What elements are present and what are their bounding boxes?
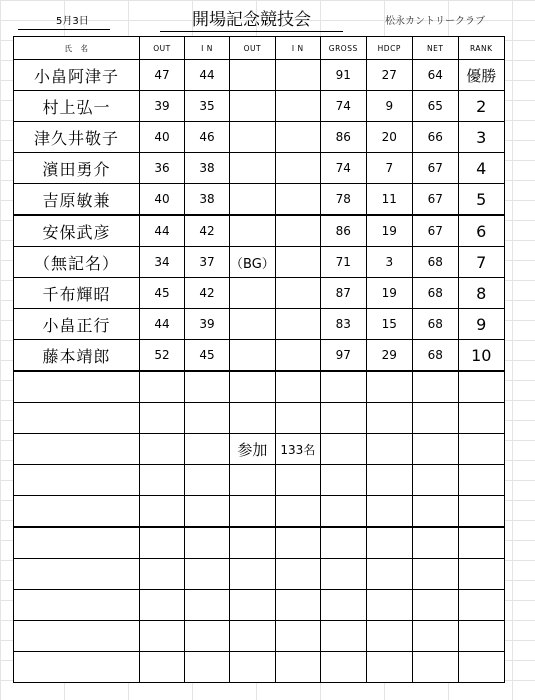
score-in-2 [275,60,320,91]
results-table [13,36,505,683]
player-name: （無記名） [14,247,140,278]
score-gross: 91 [320,60,366,91]
event-date: 5月3日 [18,12,110,30]
score-hdcp: 27 [366,60,412,91]
score-gross: 87 [320,278,366,309]
score-gross: 86 [320,215,366,247]
player-rank: 8 [458,278,504,309]
score-out-2 [230,340,276,372]
score-hdcp: 19 [366,278,412,309]
score-out-2 [230,122,276,153]
player-name: 濱田勇介 [14,153,140,184]
score-out: 45 [140,278,185,309]
player-rank: 10 [458,340,504,372]
score-hdcp: 9 [366,91,412,122]
blank-row [14,496,505,528]
score-in: 39 [185,309,230,340]
score-out: 52 [140,340,185,372]
score-net: 67 [412,184,458,216]
score-in-2 [275,184,320,216]
score-in: 46 [185,122,230,153]
score-in-2 [275,122,320,153]
score-out-2 [230,60,276,91]
col-header-rank: RANK [458,37,504,60]
table-row [14,91,505,122]
score-out: 44 [140,215,185,247]
blank-row [14,527,505,559]
player-rank: 9 [458,309,504,340]
score-net: 64 [412,60,458,91]
col-header-in: I N [185,37,230,60]
score-net: 68 [412,247,458,278]
player-name: 津久井敬子 [14,122,140,153]
player-rank: 2 [458,91,504,122]
score-gross: 74 [320,91,366,122]
score-net: 66 [412,122,458,153]
score-in: 37 [185,247,230,278]
player-name: 小畠阿津子 [14,60,140,91]
score-net: 67 [412,153,458,184]
table-row [14,122,505,153]
participation-label: 参加 [230,434,276,465]
blank-row [14,371,505,403]
score-in: 38 [185,153,230,184]
table-row [14,340,505,372]
player-name: 安保武彦 [14,215,140,247]
score-net: 68 [412,278,458,309]
score-in-2 [275,91,320,122]
col-header-hdcp: HDCP [366,37,412,60]
participation-count: 133名 [275,434,320,465]
player-name: 千布輝昭 [14,278,140,309]
score-out-2 [230,309,276,340]
score-out-2 [230,184,276,216]
score-in-2 [275,340,320,372]
score-out: 47 [140,60,185,91]
participation-row [14,434,505,465]
score-in-2 [275,247,320,278]
score-hdcp: 19 [366,215,412,247]
table-row [14,184,505,216]
player-rank: 4 [458,153,504,184]
col-header-out-2: OUT [230,37,276,60]
col-header-out: OUT [140,37,185,60]
blank-row [14,559,505,590]
score-hdcp: 15 [366,309,412,340]
score-gross: 74 [320,153,366,184]
col-header-gross: GROSS [320,37,366,60]
score-in-2 [275,309,320,340]
blank-row [14,621,505,652]
sheet-header [0,0,535,36]
blank-row [14,590,505,621]
score-out-2: （BG） [230,247,276,278]
col-header-net: NET [412,37,458,60]
score-in-2 [275,278,320,309]
score-gross: 83 [320,309,366,340]
col-header-in-2: I N [275,37,320,60]
blank-row [14,403,505,434]
score-net: 67 [412,215,458,247]
score-in-2 [275,215,320,247]
score-hdcp: 20 [366,122,412,153]
score-net: 68 [412,309,458,340]
score-net: 68 [412,340,458,372]
score-in: 35 [185,91,230,122]
score-gross: 78 [320,184,366,216]
score-gross: 71 [320,247,366,278]
score-gross: 97 [320,340,366,372]
score-out-2 [230,278,276,309]
table-row [14,215,505,247]
club-name: 松永カントリークラブ [385,16,485,27]
score-hdcp: 7 [366,153,412,184]
score-out: 40 [140,122,185,153]
player-name: 村上弘一 [14,91,140,122]
score-in: 38 [185,184,230,216]
score-out: 36 [140,153,185,184]
score-out-2 [230,91,276,122]
blank-row [14,652,505,683]
player-rank: 3 [458,122,504,153]
score-hdcp: 11 [366,184,412,216]
player-name: 小畠正行 [14,309,140,340]
table-row [14,247,505,278]
score-out: 39 [140,91,185,122]
column-header-row [14,37,505,60]
player-rank: 7 [458,247,504,278]
player-rank: 優勝 [458,60,504,91]
score-net: 65 [412,91,458,122]
table-row [14,153,505,184]
score-gross: 86 [320,122,366,153]
blank-row [14,465,505,496]
player-rows [14,60,505,372]
table-row [14,278,505,309]
player-rank: 5 [458,184,504,216]
col-header-name: 氏 名 [14,37,140,60]
table-row [14,309,505,340]
score-out-2 [230,215,276,247]
score-in: 45 [185,340,230,372]
score-hdcp: 29 [366,340,412,372]
score-out: 40 [140,184,185,216]
player-name: 吉原敏兼 [14,184,140,216]
player-name: 藤本靖郎 [14,340,140,372]
event-title: 開場記念競技会 [160,5,343,32]
score-out: 44 [140,309,185,340]
score-out: 34 [140,247,185,278]
score-in: 42 [185,215,230,247]
player-rank: 6 [458,215,504,247]
score-in: 44 [185,60,230,91]
table-row [14,60,505,91]
blank-rows [14,371,505,683]
score-hdcp: 3 [366,247,412,278]
score-in: 42 [185,278,230,309]
score-out-2 [230,153,276,184]
score-in-2 [275,153,320,184]
